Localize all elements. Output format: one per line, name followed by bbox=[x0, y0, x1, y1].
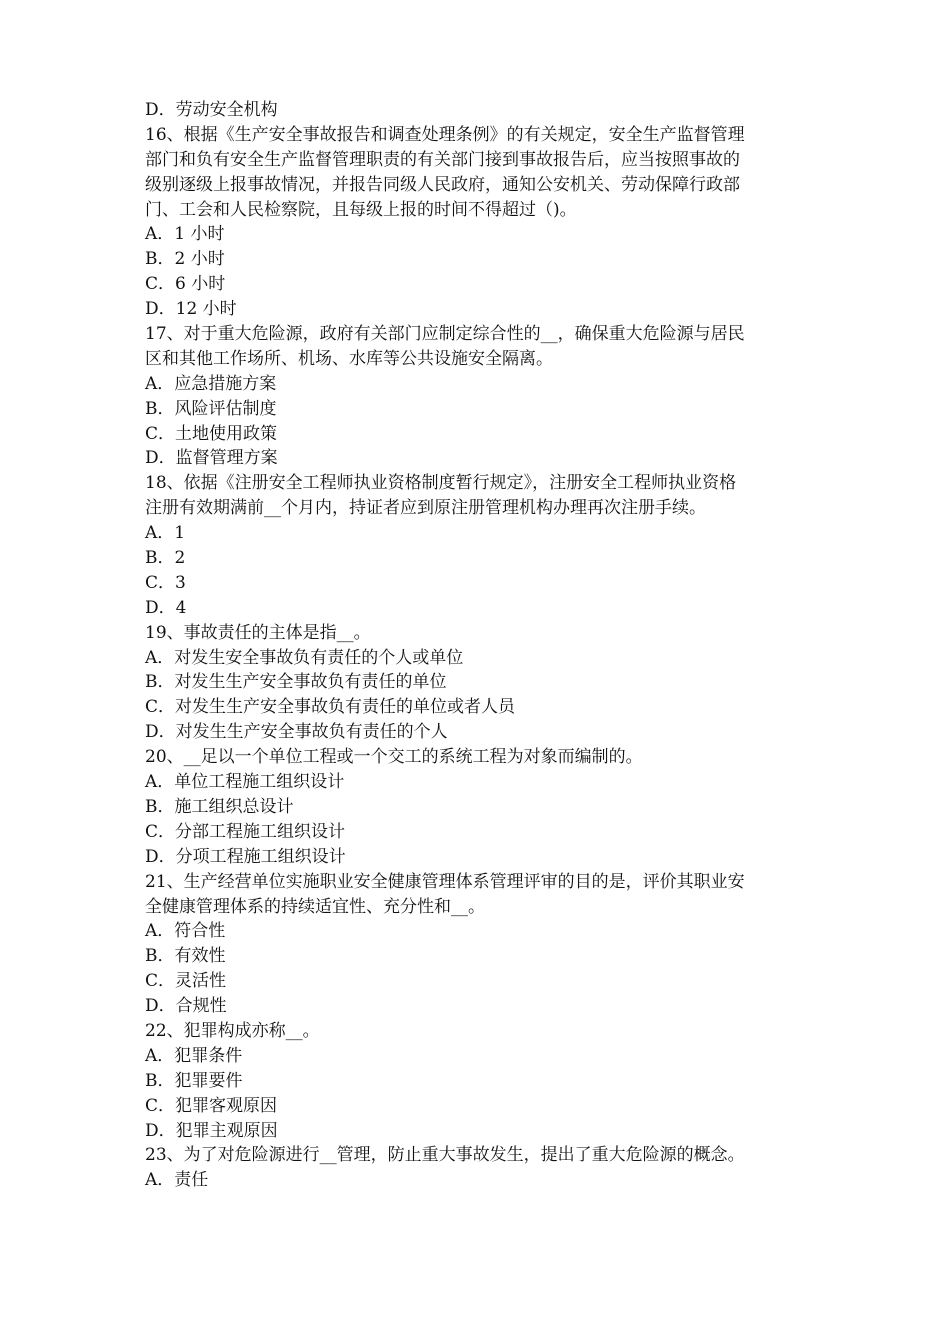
question-17-option: B．风险评估制度 bbox=[145, 398, 277, 419]
question-21-option: B．有效性 bbox=[145, 946, 226, 967]
question-16-option: C．6 小时 bbox=[145, 274, 226, 295]
question-22-option: D．犯罪主观原因 bbox=[145, 1120, 278, 1141]
question-16-option: D．12 小时 bbox=[145, 299, 237, 320]
question-22-stem: 22、犯罪构成亦称__。 bbox=[145, 1020, 320, 1041]
question-23-stem: 23、为了对危险源进行__管理，防止重大事故发生，提出了重大危险源的概念。 bbox=[145, 1145, 745, 1166]
question-16-stem: 级别逐级上报事故情况，并报告同级人民政府，通知公安机关、劳动保障行政部 bbox=[145, 174, 740, 195]
question-21-option: A．符合性 bbox=[145, 921, 226, 942]
question-17-option: A．应急措施方案 bbox=[145, 373, 277, 394]
question-16-option: A．1 小时 bbox=[145, 224, 225, 245]
question-20-option: D．分项工程施工组织设计 bbox=[145, 846, 346, 867]
question-18-option: B．2 bbox=[145, 548, 186, 569]
document-body bbox=[145, 98, 815, 1193]
question-19-stem: 19、事故责任的主体是指__。 bbox=[145, 622, 371, 643]
question-17-option: C．土地使用政策 bbox=[145, 423, 278, 444]
question-20-option: A．单位工程施工组织设计 bbox=[145, 772, 345, 793]
question-17-stem: 17、对于重大危险源，政府有关部门应制定综合性的__，确保重大危险源与居民 bbox=[145, 324, 745, 345]
question-17-option: D．监督管理方案 bbox=[145, 448, 278, 469]
question-20-stem: 20、__足以一个单位工程或一个交工的系统工程为对象而编制的。 bbox=[145, 747, 643, 768]
question-16-stem: 16、根据《生产安全事故报告和调查处理条例》的有关规定，安全生产监督管理 bbox=[145, 124, 745, 145]
question-23-option: A．责任 bbox=[145, 1170, 209, 1191]
question-21-option: C．灵活性 bbox=[145, 971, 227, 992]
question-18-stem: 注册有效期满前__个月内，持证者应到原注册管理机构办理再次注册手续。 bbox=[145, 498, 706, 519]
question-16-stem: 部门和负有安全生产监督管理职责的有关部门接到事故报告后，应当按照事故的 bbox=[145, 149, 740, 170]
question-20-option: B．施工组织总设计 bbox=[145, 796, 294, 817]
question-19-option: C．对发生生产安全事故负有责任的单位或者人员 bbox=[145, 697, 516, 718]
question-21-stem: 全健康管理体系的持续适宜性、充分性和__。 bbox=[145, 896, 485, 917]
question-22-option: B．犯罪要件 bbox=[145, 1070, 243, 1091]
question-18-option: A．1 bbox=[145, 523, 186, 544]
text-line: D．劳动安全机构 bbox=[145, 100, 278, 120]
question-22-option: A．犯罪条件 bbox=[145, 1045, 243, 1066]
question-21-option: D．合规性 bbox=[145, 996, 227, 1017]
question-18-option: C．3 bbox=[145, 572, 186, 593]
question-19-option: D．对发生生产安全事故负有责任的个人 bbox=[145, 722, 448, 743]
question-18-stem: 18、依据《注册安全工程师执业资格制度暂行规定》，注册安全工程师执业资格 bbox=[145, 473, 737, 494]
question-19-option: B．对发生生产安全事故负有责任的单位 bbox=[145, 672, 447, 693]
question-22-option: C．犯罪客观原因 bbox=[145, 1095, 278, 1116]
question-19-option: A．对发生安全事故负有责任的个人或单位 bbox=[145, 647, 464, 668]
question-20-option: C．分部工程施工组织设计 bbox=[145, 821, 346, 842]
question-18-option: D．4 bbox=[145, 597, 187, 618]
question-16-stem: 门、工会和人民检察院，且每级上报的时间不得超过（)。 bbox=[145, 199, 577, 220]
question-21-stem: 21、生产经营单位实施职业安全健康管理体系管理评审的目的是，评价其职业安 bbox=[145, 871, 745, 892]
question-16-option: B．2 小时 bbox=[145, 249, 225, 270]
question-17-stem: 区和其他工作场所、机场、水库等公共设施安全隔离。 bbox=[145, 348, 553, 369]
